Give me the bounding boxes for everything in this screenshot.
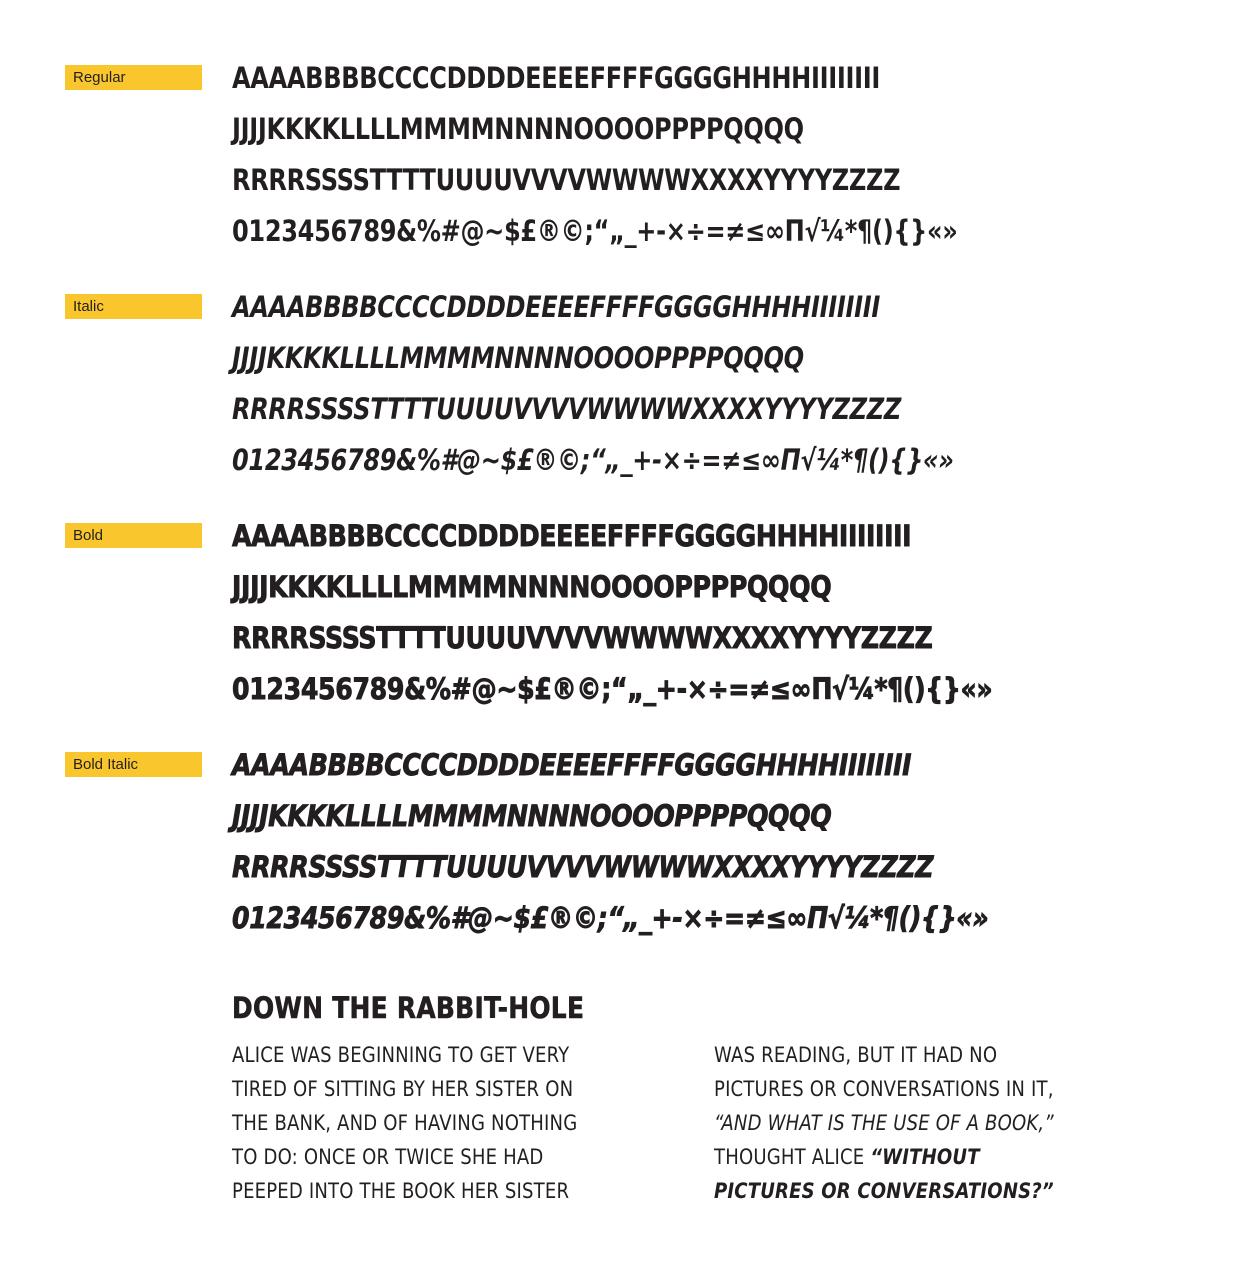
sample-line: TIRED OF SITTING BY HER SISTER ON bbox=[232, 1077, 574, 1101]
style-label-italic: Italic bbox=[65, 294, 202, 319]
glyph-line: AAAABBBBCCCCDDDDEEEEFFFFGGGGHHHHIIIIIIII bbox=[232, 748, 912, 782]
sample-line-bold-italic: PICTURES OR CONVERSATIONS?” bbox=[714, 1179, 1054, 1203]
glyph-lines-italic bbox=[232, 282, 1232, 486]
glyph-line: JJJJKKKKLLLLMMMMNNNNOOOOPPPPQQQQ bbox=[232, 799, 832, 833]
sample-line: PICTURES OR CONVERSATIONS IN IT, bbox=[714, 1077, 1054, 1101]
glyph-line: 0123456789&%#@~$£®©;“„_+-×÷=≠≤∞Π√¼*¶(){}«» bbox=[232, 214, 958, 248]
sample-title: DOWN THE RABBIT-HOLE bbox=[232, 991, 585, 1025]
style-label-regular: Regular bbox=[65, 65, 202, 90]
glyph-lines-regular bbox=[232, 53, 1232, 257]
glyph-lines-bold-italic bbox=[232, 740, 1232, 944]
sample-line-italic: “AND WHAT IS THE USE OF A BOOK,” bbox=[714, 1111, 1054, 1135]
style-label-bold-italic: Bold Italic bbox=[65, 752, 202, 777]
glyph-line: 0123456789&%#@~$£®©;“„_+-×÷=≠≤∞Π√¼*¶(){}«» bbox=[232, 672, 993, 706]
glyph-line: RRRRSSSSTTTTUUUUVVVVWWWWXXXXYYYYZZZZ bbox=[232, 163, 901, 197]
sample-run-bold-italic: “WITHOUT bbox=[870, 1145, 980, 1169]
style-label-bold: Bold bbox=[65, 523, 202, 548]
glyph-line: JJJJKKKKLLLLMMMMNNNNOOOOPPPPQQQQ bbox=[232, 570, 832, 604]
glyph-line: RRRRSSSSTTTTUUUUVVVVWWWWXXXXYYYYZZZZ bbox=[232, 850, 934, 884]
glyph-line: 0123456789&%#@~$£®©;“„_+-×÷=≠≤∞Π√¼*¶(){}«» bbox=[232, 901, 989, 935]
sample-line: WAS READING, BUT IT HAD NO bbox=[714, 1043, 998, 1067]
sample-column-right bbox=[714, 1038, 1054, 1208]
sample-line: THE BANK, AND OF HAVING NOTHING bbox=[232, 1111, 578, 1135]
glyph-line: JJJJKKKKLLLLMMMMNNNNOOOOPPPPQQQQ bbox=[232, 112, 804, 146]
glyph-line: AAAABBBBCCCCDDDDEEEEFFFFGGGGHHHHIIIIIIII bbox=[232, 290, 880, 324]
sample-line: PEEPED INTO THE BOOK HER SISTER bbox=[232, 1179, 570, 1203]
glyph-line: JJJJKKKKLLLLMMMMNNNNOOOOPPPPQQQQ bbox=[232, 341, 804, 375]
sample-line: ALICE WAS BEGINNING TO GET VERY bbox=[232, 1043, 570, 1067]
sample-line: TO DO: ONCE OR TWICE SHE HAD bbox=[232, 1145, 544, 1169]
sample-column-left bbox=[232, 1038, 577, 1208]
glyph-lines-bold bbox=[232, 511, 1232, 715]
glyph-line: AAAABBBBCCCCDDDDEEEEFFFFGGGGHHHHIIIIIIII bbox=[232, 61, 880, 95]
glyph-line: RRRRSSSSTTTTUUUUVVVVWWWWXXXXYYYYZZZZ bbox=[232, 621, 933, 655]
glyph-line: RRRRSSSSTTTTUUUUVVVVWWWWXXXXYYYYZZZZ bbox=[232, 392, 901, 426]
glyph-line: AAAABBBBCCCCDDDDEEEEFFFFGGGGHHHHIIIIIIII bbox=[232, 519, 912, 553]
glyph-line: 0123456789&%#@~$£®©;“„_+-×÷=≠≤∞Π√¼*¶(){}«» bbox=[232, 443, 954, 477]
sample-line-mixed bbox=[714, 1140, 1054, 1174]
sample-run-regular: THOUGHT ALICE bbox=[714, 1145, 871, 1169]
